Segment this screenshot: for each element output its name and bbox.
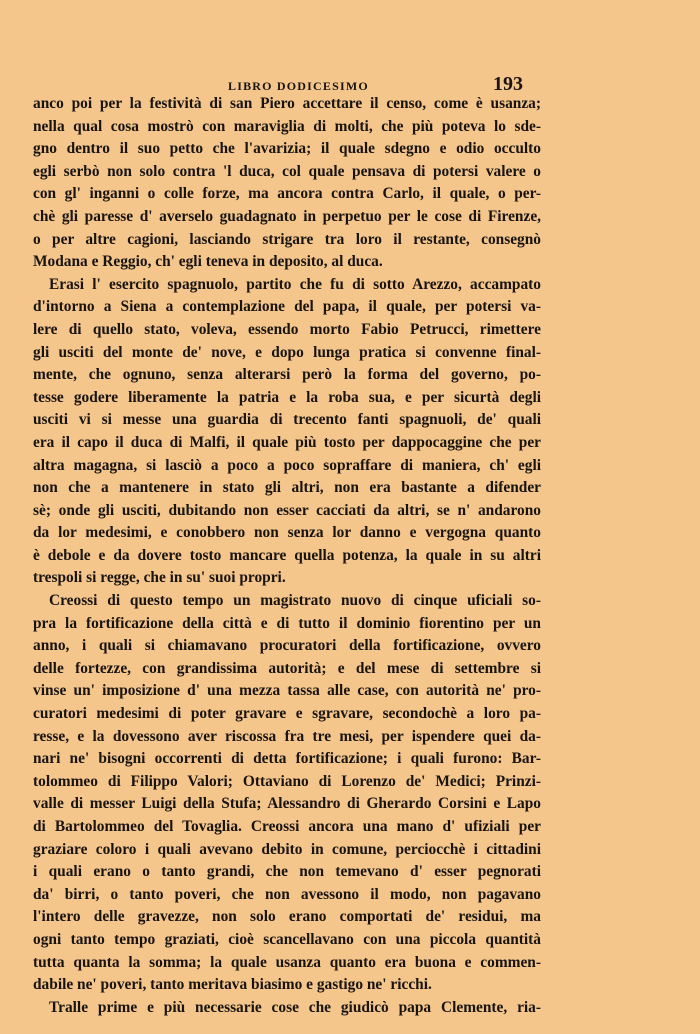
text-line: non che a mantenere in stato gli altri, non era bastante a difender xyxy=(33,479,541,497)
text-line: è debole e da dovere tosto mancare quella potenza, la quale in su altri xyxy=(33,546,541,564)
text-line: curatori medesimi di poter gravare e sgravare, secondochè a loro pa- xyxy=(33,705,541,723)
text-line: tolommeo di Filippo Valori; Ottaviano di Lorenzo de' Medici; Prinzi- xyxy=(33,772,541,790)
text-line: lere di quello stato, voleva, essendo morto Fabio Petrucci, rimettere xyxy=(33,320,541,338)
text-line: dabile ne' poveri, tanto meritava biasimo e gastigo ne' ricchi. xyxy=(33,976,432,994)
text-line: da lor medesimi, e conobbero non senza lor danno e vergogna quanto xyxy=(33,524,541,542)
text-line: Modana e Reggio, ch' egli teneva in deposito, al duca. xyxy=(33,253,383,271)
text-line: nari ne' bisogni occorrenti di detta fortificazione; i quali furono: Bar- xyxy=(33,750,541,768)
page-number: 193 xyxy=(493,73,523,95)
text-line: nella qual cosa mostrò con maraviglia di molti, che più poteva lo sde- xyxy=(33,117,541,135)
text-line: graziare coloro i quali avevano debito in comune, perciocchè i cittadini xyxy=(33,840,541,858)
text-line: o per altre cagioni, lasciando strigare tra loro il restante, consegnò xyxy=(33,230,541,248)
text-line: tesse godere liberamente la patria e la roba sua, e per sicurtà degli xyxy=(33,388,541,406)
text-line: vinse un' imposizione d' una mezza tassa alle case, con autorità ne' pro- xyxy=(33,682,541,700)
text-line: Creossi di questo tempo un magistrato nuovo di cinque uficiali so- xyxy=(49,592,541,610)
body-text xyxy=(33,93,541,1019)
text-line: da' birri, o tanto poveri, che non avessono il modo, non pagavano xyxy=(33,885,541,903)
text-line: Tralle prime e più necessarie cose che giudicò papa Clemente, ria- xyxy=(49,998,541,1016)
text-line: usciti vi si messe una guardia di trecento fanti spagnuoli, de' quali xyxy=(33,411,541,429)
text-line: egli serbò non solo contra 'l duca, col quale pensava di potersi valere o xyxy=(33,162,541,180)
text-line: tutta quanta la somma; la quale usanza quanto era buona e commen- xyxy=(33,953,541,971)
text-line: gli usciti del monte de' nove, e dopo lunga pratica si convenne final- xyxy=(33,343,541,361)
text-line: resse, e la dovessono aver riscossa fra tre mesi, per ispendere quei da- xyxy=(33,727,541,745)
text-line: sè; onde gli usciti, dubitando non esser cacciati da altri, se n' andarono xyxy=(33,501,541,519)
text-line: pra la fortificazione della città e di tutto il dominio fiorentino per un xyxy=(33,614,541,632)
text-line: ogni tanto tempo graziati, cioè scancellavano con una piccola quantità xyxy=(33,930,541,948)
text-line: di Bartolommeo del Tovaglia. Creossi ancora una mano d' ufiziali per xyxy=(33,818,541,835)
text-line: trespoli si regge, che in su' suoi propri. xyxy=(33,569,286,587)
text-line: valle di messer Luigi della Stufa; Alessandro di Gherardo Corsini e Lapo xyxy=(33,795,541,813)
text-line: i quali erano o tanto grandi, che non temevano d' esser pegnorati xyxy=(33,863,541,881)
text-line: con gl' inganni o colle forze, ma ancora contra Carlo, il quale, o per- xyxy=(33,185,541,203)
text-line: delle fortezze, con grandissima autorità; e del mese di settembre si xyxy=(33,659,541,677)
text-line: anno, i quali si chiamavano procuratori della fortificazione, ovvero xyxy=(33,637,541,655)
text-line: mente, che ognuno, senza alterarsi però la forma del governo, po- xyxy=(33,366,541,384)
text-line: chè gli paresse d' averselo guadagnato in perpetuo per le cose di Firenze, xyxy=(33,207,541,225)
text-line: altra magagna, si lasciò a poco a poco sopraffare di maniera, ch' egli xyxy=(33,456,541,474)
text-line: era il capo il duca di Malfi, il quale più tosto per dappocaggine che per xyxy=(33,433,541,451)
text-line: anco poi per la festività di san Piero accettare il censo, come è usanza; xyxy=(33,95,541,112)
running-head: LIBRO DODICESIMO xyxy=(228,79,369,93)
text-line: gno dentro il suo petto che l'avarizia; il quale sdegno e odio occulto xyxy=(33,140,541,158)
text-line: d'intorno a Siena a contemplazione del papa, il quale, per potersi va- xyxy=(33,298,541,316)
text-line: Erasi l' esercito spagnuolo, partito che fu di sotto Arezzo, accampato xyxy=(49,275,541,293)
text-line: l'intero delle gravezze, non solo erano comportati de' residui, ma xyxy=(33,908,541,926)
